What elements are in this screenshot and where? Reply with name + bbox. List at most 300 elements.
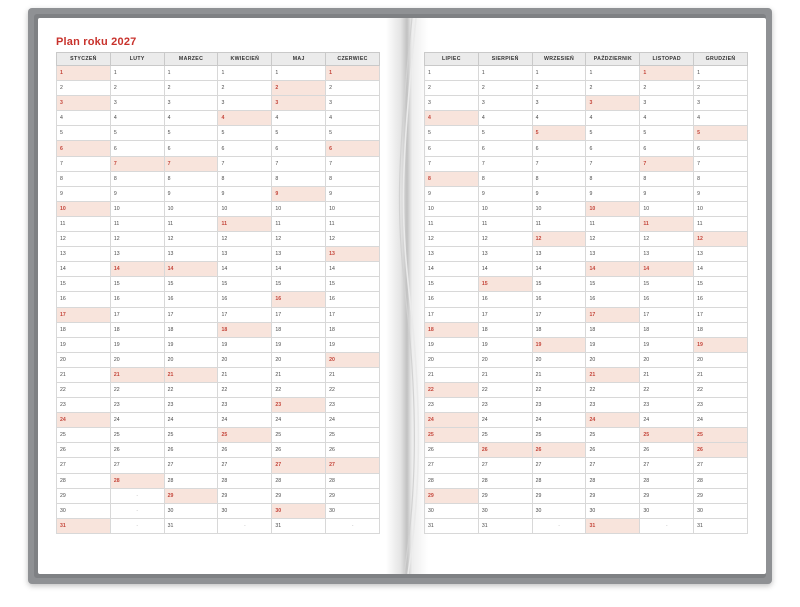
day-cell[interactable]: 1 <box>586 66 640 81</box>
day-cell-highlighted[interactable]: 29 <box>164 488 218 503</box>
day-cell[interactable]: 10 <box>694 201 748 216</box>
day-cell-highlighted[interactable]: 18 <box>218 322 272 337</box>
day-cell[interactable]: 15 <box>272 277 326 292</box>
day-cell[interactable]: 30 <box>694 503 748 518</box>
day-cell[interactable]: 26 <box>326 443 380 458</box>
day-cell[interactable]: 7 <box>218 156 272 171</box>
day-cell[interactable]: 13 <box>532 247 586 262</box>
day-cell[interactable]: 6 <box>586 141 640 156</box>
day-cell[interactable]: 27 <box>532 458 586 473</box>
day-cell-highlighted[interactable]: 14 <box>164 262 218 277</box>
day-cell[interactable]: 2 <box>532 81 586 96</box>
day-cell[interactable]: 24 <box>478 413 532 428</box>
day-cell[interactable]: 19 <box>425 337 479 352</box>
day-cell[interactable]: 19 <box>640 337 694 352</box>
day-cell[interactable]: 8 <box>694 171 748 186</box>
day-cell[interactable]: 8 <box>478 171 532 186</box>
day-cell[interactable]: 13 <box>164 247 218 262</box>
day-cell[interactable]: 27 <box>478 458 532 473</box>
day-cell[interactable]: 29 <box>586 488 640 503</box>
day-cell-highlighted[interactable]: 24 <box>586 413 640 428</box>
day-cell[interactable]: 27 <box>57 458 111 473</box>
day-cell[interactable]: 23 <box>694 398 748 413</box>
day-cell[interactable]: 30 <box>425 503 479 518</box>
day-cell-highlighted[interactable]: 10 <box>57 201 111 216</box>
day-cell[interactable]: 22 <box>586 382 640 397</box>
day-cell[interactable]: 20 <box>164 352 218 367</box>
day-cell[interactable]: 1 <box>218 66 272 81</box>
day-cell[interactable]: 18 <box>164 322 218 337</box>
day-cell[interactable]: 16 <box>586 292 640 307</box>
day-cell[interactable]: 31 <box>694 518 748 533</box>
day-cell[interactable]: 2 <box>218 81 272 96</box>
day-cell[interactable]: 27 <box>110 458 164 473</box>
day-cell[interactable]: 13 <box>640 247 694 262</box>
day-cell[interactable]: 18 <box>532 322 586 337</box>
day-cell[interactable]: 24 <box>694 413 748 428</box>
day-cell[interactable]: 3 <box>218 96 272 111</box>
day-cell[interactable]: 15 <box>532 277 586 292</box>
day-cell[interactable]: 3 <box>694 96 748 111</box>
day-cell[interactable]: 15 <box>57 277 111 292</box>
day-cell-highlighted[interactable]: 8 <box>425 171 479 186</box>
day-cell[interactable]: 19 <box>272 337 326 352</box>
day-cell[interactable]: 30 <box>532 503 586 518</box>
day-cell-highlighted[interactable]: 7 <box>110 156 164 171</box>
day-cell[interactable]: 12 <box>478 232 532 247</box>
day-cell[interactable]: 1 <box>478 66 532 81</box>
day-cell[interactable]: 14 <box>326 262 380 277</box>
day-cell-highlighted[interactable]: 6 <box>57 141 111 156</box>
day-cell[interactable]: 2 <box>425 81 479 96</box>
day-cell[interactable]: 1 <box>694 66 748 81</box>
day-cell[interactable]: 24 <box>110 413 164 428</box>
day-cell-highlighted[interactable]: 2 <box>272 81 326 96</box>
day-cell[interactable]: 12 <box>218 232 272 247</box>
day-cell[interactable]: 7 <box>532 156 586 171</box>
day-cell[interactable]: 19 <box>110 337 164 352</box>
day-cell-highlighted[interactable]: 6 <box>326 141 380 156</box>
day-cell[interactable]: 20 <box>218 352 272 367</box>
day-cell[interactable]: 24 <box>218 413 272 428</box>
day-cell[interactable]: 29 <box>272 488 326 503</box>
day-cell[interactable]: 5 <box>586 126 640 141</box>
day-cell[interactable]: 7 <box>272 156 326 171</box>
day-cell[interactable]: 28 <box>57 473 111 488</box>
day-cell-highlighted[interactable]: 4 <box>218 111 272 126</box>
day-cell[interactable]: 14 <box>218 262 272 277</box>
day-cell[interactable]: 17 <box>110 307 164 322</box>
day-cell[interactable]: 21 <box>272 367 326 382</box>
day-cell[interactable]: 11 <box>326 216 380 231</box>
day-cell[interactable]: 9 <box>218 186 272 201</box>
day-cell[interactable]: 5 <box>164 126 218 141</box>
day-cell[interactable]: 17 <box>164 307 218 322</box>
day-cell[interactable]: 22 <box>478 382 532 397</box>
day-cell[interactable]: 7 <box>586 156 640 171</box>
day-cell[interactable]: 10 <box>218 201 272 216</box>
day-cell[interactable]: 15 <box>640 277 694 292</box>
day-cell[interactable]: 1 <box>110 66 164 81</box>
day-cell[interactable]: 16 <box>326 292 380 307</box>
day-cell[interactable]: 12 <box>640 232 694 247</box>
day-cell[interactable]: 20 <box>640 352 694 367</box>
day-cell[interactable]: 13 <box>110 247 164 262</box>
day-cell[interactable]: 10 <box>326 201 380 216</box>
day-cell[interactable]: 14 <box>532 262 586 277</box>
day-cell[interactable]: 7 <box>694 156 748 171</box>
day-cell[interactable]: 29 <box>218 488 272 503</box>
day-cell[interactable]: 4 <box>57 111 111 126</box>
day-cell-highlighted[interactable]: 16 <box>272 292 326 307</box>
day-cell[interactable]: 20 <box>532 352 586 367</box>
day-cell[interactable]: 3 <box>425 96 479 111</box>
day-cell[interactable]: 2 <box>57 81 111 96</box>
day-cell[interactable]: 28 <box>425 473 479 488</box>
day-cell[interactable]: 31 <box>425 518 479 533</box>
day-cell[interactable]: 28 <box>640 473 694 488</box>
day-cell-empty[interactable]: - <box>640 518 694 533</box>
day-cell[interactable]: 8 <box>272 171 326 186</box>
day-cell[interactable]: 20 <box>586 352 640 367</box>
day-cell[interactable]: 10 <box>110 201 164 216</box>
day-cell[interactable]: 9 <box>326 186 380 201</box>
day-cell[interactable]: 2 <box>110 81 164 96</box>
day-cell[interactable]: 23 <box>478 398 532 413</box>
day-cell-highlighted[interactable]: 31 <box>586 518 640 533</box>
day-cell[interactable]: 5 <box>326 126 380 141</box>
day-cell[interactable]: 11 <box>57 216 111 231</box>
day-cell[interactable]: 19 <box>218 337 272 352</box>
day-cell[interactable]: 7 <box>478 156 532 171</box>
day-cell[interactable]: 11 <box>478 216 532 231</box>
day-cell[interactable]: 23 <box>110 398 164 413</box>
day-cell[interactable]: 5 <box>478 126 532 141</box>
day-cell[interactable]: 6 <box>110 141 164 156</box>
day-cell[interactable]: 29 <box>326 488 380 503</box>
day-cell[interactable]: 23 <box>164 398 218 413</box>
day-cell-highlighted[interactable]: 3 <box>57 96 111 111</box>
day-cell[interactable]: 26 <box>425 443 479 458</box>
day-cell[interactable]: 30 <box>640 503 694 518</box>
day-cell[interactable]: 18 <box>57 322 111 337</box>
day-cell-highlighted[interactable]: 26 <box>694 443 748 458</box>
day-cell[interactable]: 26 <box>586 443 640 458</box>
day-cell[interactable]: 17 <box>425 307 479 322</box>
day-cell[interactable]: 21 <box>478 367 532 382</box>
day-cell[interactable]: 14 <box>272 262 326 277</box>
day-cell-highlighted[interactable]: 22 <box>425 382 479 397</box>
day-cell[interactable]: 30 <box>218 503 272 518</box>
day-cell[interactable]: 3 <box>640 96 694 111</box>
day-cell[interactable]: 26 <box>57 443 111 458</box>
day-cell[interactable]: 15 <box>586 277 640 292</box>
day-cell-highlighted[interactable]: 12 <box>694 232 748 247</box>
day-cell[interactable]: 30 <box>478 503 532 518</box>
day-cell[interactable]: 18 <box>478 322 532 337</box>
day-cell[interactable]: 9 <box>57 186 111 201</box>
day-cell[interactable]: 29 <box>640 488 694 503</box>
day-cell-highlighted[interactable]: 29 <box>425 488 479 503</box>
day-cell-highlighted[interactable]: 5 <box>532 126 586 141</box>
day-cell[interactable]: 20 <box>425 352 479 367</box>
day-cell[interactable]: 30 <box>57 503 111 518</box>
day-cell[interactable]: 23 <box>57 398 111 413</box>
day-cell-highlighted[interactable]: 10 <box>586 201 640 216</box>
day-cell[interactable]: 18 <box>694 322 748 337</box>
day-cell[interactable]: 13 <box>478 247 532 262</box>
day-cell[interactable]: 8 <box>586 171 640 186</box>
day-cell[interactable]: 25 <box>532 428 586 443</box>
day-cell[interactable]: 11 <box>694 216 748 231</box>
day-cell[interactable]: 28 <box>694 473 748 488</box>
day-cell[interactable]: 9 <box>532 186 586 201</box>
day-cell[interactable]: 3 <box>164 96 218 111</box>
day-cell[interactable]: 12 <box>425 232 479 247</box>
day-cell-empty[interactable]: - <box>218 518 272 533</box>
day-cell[interactable]: 2 <box>640 81 694 96</box>
day-cell[interactable]: 8 <box>532 171 586 186</box>
day-cell[interactable]: 9 <box>425 186 479 201</box>
day-cell[interactable]: 10 <box>164 201 218 216</box>
day-cell[interactable]: 28 <box>532 473 586 488</box>
day-cell[interactable]: 15 <box>425 277 479 292</box>
day-cell-highlighted[interactable]: 21 <box>164 367 218 382</box>
day-cell[interactable]: 23 <box>425 398 479 413</box>
day-cell[interactable]: 9 <box>586 186 640 201</box>
day-cell[interactable]: 16 <box>694 292 748 307</box>
day-cell[interactable]: 16 <box>57 292 111 307</box>
day-cell[interactable]: 22 <box>57 382 111 397</box>
day-cell[interactable]: 23 <box>640 398 694 413</box>
day-cell[interactable]: 21 <box>326 367 380 382</box>
day-cell[interactable]: 11 <box>110 216 164 231</box>
day-cell[interactable]: 18 <box>110 322 164 337</box>
day-cell[interactable]: 4 <box>272 111 326 126</box>
day-cell[interactable]: 8 <box>110 171 164 186</box>
day-cell[interactable]: 16 <box>164 292 218 307</box>
day-cell[interactable]: 25 <box>478 428 532 443</box>
day-cell-highlighted[interactable]: 27 <box>326 458 380 473</box>
day-cell[interactable]: 16 <box>425 292 479 307</box>
day-cell-highlighted[interactable]: 25 <box>425 428 479 443</box>
day-cell[interactable]: 17 <box>640 307 694 322</box>
day-cell-highlighted[interactable]: 25 <box>218 428 272 443</box>
day-cell[interactable]: 10 <box>272 201 326 216</box>
day-cell-highlighted[interactable]: 13 <box>326 247 380 262</box>
day-cell-highlighted[interactable]: 4 <box>425 111 479 126</box>
day-cell[interactable]: 3 <box>326 96 380 111</box>
day-cell[interactable]: 24 <box>164 413 218 428</box>
day-cell-highlighted[interactable]: 19 <box>694 337 748 352</box>
day-cell[interactable]: 17 <box>326 307 380 322</box>
day-cell[interactable]: 21 <box>640 367 694 382</box>
day-cell[interactable]: 23 <box>326 398 380 413</box>
day-cell[interactable]: 23 <box>586 398 640 413</box>
day-cell-highlighted[interactable]: 30 <box>272 503 326 518</box>
day-cell[interactable]: 16 <box>110 292 164 307</box>
day-cell[interactable]: 11 <box>272 216 326 231</box>
day-cell[interactable]: 10 <box>532 201 586 216</box>
day-cell[interactable]: 21 <box>57 367 111 382</box>
day-cell[interactable]: 27 <box>586 458 640 473</box>
day-cell[interactable]: 3 <box>478 96 532 111</box>
day-cell[interactable]: 29 <box>478 488 532 503</box>
day-cell[interactable]: 6 <box>272 141 326 156</box>
day-cell[interactable]: 23 <box>218 398 272 413</box>
day-cell-highlighted[interactable]: 19 <box>532 337 586 352</box>
day-cell[interactable]: 7 <box>326 156 380 171</box>
day-cell[interactable]: 7 <box>425 156 479 171</box>
day-cell[interactable]: 5 <box>57 126 111 141</box>
day-cell[interactable]: 28 <box>218 473 272 488</box>
day-cell[interactable]: 6 <box>532 141 586 156</box>
day-cell-highlighted[interactable]: 25 <box>694 428 748 443</box>
day-cell[interactable]: 15 <box>218 277 272 292</box>
day-cell[interactable]: 11 <box>425 216 479 231</box>
day-cell[interactable]: 6 <box>425 141 479 156</box>
day-cell[interactable]: 14 <box>57 262 111 277</box>
day-cell-empty[interactable]: - <box>532 518 586 533</box>
day-cell[interactable]: 13 <box>694 247 748 262</box>
day-cell-empty[interactable]: - <box>326 518 380 533</box>
day-cell-highlighted[interactable]: 27 <box>272 458 326 473</box>
day-cell[interactable]: 21 <box>218 367 272 382</box>
day-cell[interactable]: 22 <box>272 382 326 397</box>
day-cell[interactable]: 11 <box>164 216 218 231</box>
day-cell-highlighted[interactable]: 3 <box>586 96 640 111</box>
day-cell[interactable]: 19 <box>164 337 218 352</box>
day-cell[interactable]: 26 <box>110 443 164 458</box>
day-cell-highlighted[interactable]: 5 <box>694 126 748 141</box>
day-cell[interactable]: 15 <box>694 277 748 292</box>
day-cell[interactable]: 12 <box>164 232 218 247</box>
day-cell[interactable]: 26 <box>640 443 694 458</box>
day-cell[interactable]: 2 <box>326 81 380 96</box>
day-cell[interactable]: 2 <box>164 81 218 96</box>
day-cell[interactable]: 20 <box>478 352 532 367</box>
day-cell[interactable]: 28 <box>272 473 326 488</box>
day-cell-highlighted[interactable]: 3 <box>272 96 326 111</box>
day-cell[interactable]: 25 <box>586 428 640 443</box>
day-cell[interactable]: 4 <box>110 111 164 126</box>
day-cell[interactable]: 14 <box>478 262 532 277</box>
day-cell-highlighted[interactable]: 24 <box>425 413 479 428</box>
day-cell[interactable]: 9 <box>478 186 532 201</box>
day-cell[interactable]: 31 <box>164 518 218 533</box>
day-cell[interactable]: 31 <box>272 518 326 533</box>
day-cell[interactable]: 27 <box>640 458 694 473</box>
day-cell[interactable]: 1 <box>532 66 586 81</box>
day-cell[interactable]: 13 <box>272 247 326 262</box>
day-cell-highlighted[interactable]: 1 <box>57 66 111 81</box>
day-cell[interactable]: 24 <box>532 413 586 428</box>
day-cell-highlighted[interactable]: 17 <box>57 307 111 322</box>
day-cell[interactable]: 2 <box>586 81 640 96</box>
day-cell-highlighted[interactable]: 7 <box>164 156 218 171</box>
day-cell[interactable]: 16 <box>640 292 694 307</box>
day-cell[interactable]: 4 <box>478 111 532 126</box>
day-cell[interactable]: 28 <box>478 473 532 488</box>
day-cell[interactable]: 12 <box>110 232 164 247</box>
day-cell[interactable]: 6 <box>694 141 748 156</box>
day-cell[interactable]: 20 <box>57 352 111 367</box>
day-cell[interactable]: 18 <box>640 322 694 337</box>
day-cell-highlighted[interactable]: 20 <box>326 352 380 367</box>
day-cell[interactable]: 14 <box>425 262 479 277</box>
day-cell[interactable]: 26 <box>218 443 272 458</box>
day-cell[interactable]: 30 <box>586 503 640 518</box>
day-cell-highlighted[interactable]: 25 <box>640 428 694 443</box>
day-cell-highlighted[interactable]: 26 <box>478 443 532 458</box>
day-cell[interactable]: 6 <box>640 141 694 156</box>
day-cell[interactable]: 8 <box>57 171 111 186</box>
day-cell[interactable]: 5 <box>272 126 326 141</box>
day-cell[interactable]: 24 <box>326 413 380 428</box>
day-cell[interactable]: 3 <box>110 96 164 111</box>
day-cell[interactable]: 10 <box>640 201 694 216</box>
day-cell-highlighted[interactable]: 1 <box>326 66 380 81</box>
day-cell[interactable]: 16 <box>478 292 532 307</box>
day-cell[interactable]: 14 <box>694 262 748 277</box>
day-cell[interactable]: 13 <box>57 247 111 262</box>
day-cell[interactable]: 4 <box>532 111 586 126</box>
day-cell[interactable]: 25 <box>164 428 218 443</box>
day-cell[interactable]: 1 <box>164 66 218 81</box>
day-cell[interactable]: 19 <box>326 337 380 352</box>
day-cell[interactable]: 29 <box>57 488 111 503</box>
day-cell[interactable]: 22 <box>694 382 748 397</box>
day-cell[interactable]: 23 <box>532 398 586 413</box>
day-cell-empty[interactable]: - <box>110 518 164 533</box>
day-cell[interactable]: 31 <box>478 518 532 533</box>
day-cell[interactable]: 30 <box>164 503 218 518</box>
day-cell-highlighted[interactable]: 15 <box>478 277 532 292</box>
day-cell[interactable]: 25 <box>57 428 111 443</box>
day-cell[interactable]: 10 <box>478 201 532 216</box>
day-cell[interactable]: 22 <box>532 382 586 397</box>
day-cell[interactable]: 8 <box>640 171 694 186</box>
day-cell-highlighted[interactable]: 7 <box>640 156 694 171</box>
day-cell[interactable]: 20 <box>272 352 326 367</box>
day-cell[interactable]: 21 <box>425 367 479 382</box>
day-cell[interactable]: 17 <box>532 307 586 322</box>
day-cell[interactable]: 8 <box>218 171 272 186</box>
day-cell[interactable]: 27 <box>694 458 748 473</box>
day-cell[interactable]: 15 <box>110 277 164 292</box>
day-cell-highlighted[interactable]: 21 <box>586 367 640 382</box>
day-cell[interactable]: 28 <box>164 473 218 488</box>
day-cell[interactable]: 7 <box>57 156 111 171</box>
day-cell[interactable]: 22 <box>326 382 380 397</box>
day-cell-highlighted[interactable]: 18 <box>425 322 479 337</box>
day-cell[interactable]: 1 <box>272 66 326 81</box>
day-cell[interactable]: 8 <box>326 171 380 186</box>
day-cell-empty[interactable]: - <box>110 488 164 503</box>
day-cell[interactable]: 29 <box>694 488 748 503</box>
day-cell-highlighted[interactable]: 26 <box>532 443 586 458</box>
day-cell[interactable]: 28 <box>326 473 380 488</box>
day-cell[interactable]: 4 <box>164 111 218 126</box>
day-cell[interactable]: 5 <box>218 126 272 141</box>
day-cell[interactable]: 27 <box>164 458 218 473</box>
day-cell[interactable]: 6 <box>218 141 272 156</box>
day-cell-highlighted[interactable]: 21 <box>110 367 164 382</box>
day-cell[interactable]: 22 <box>640 382 694 397</box>
day-cell[interactable]: 9 <box>164 186 218 201</box>
day-cell[interactable]: 12 <box>272 232 326 247</box>
day-cell[interactable]: 8 <box>164 171 218 186</box>
